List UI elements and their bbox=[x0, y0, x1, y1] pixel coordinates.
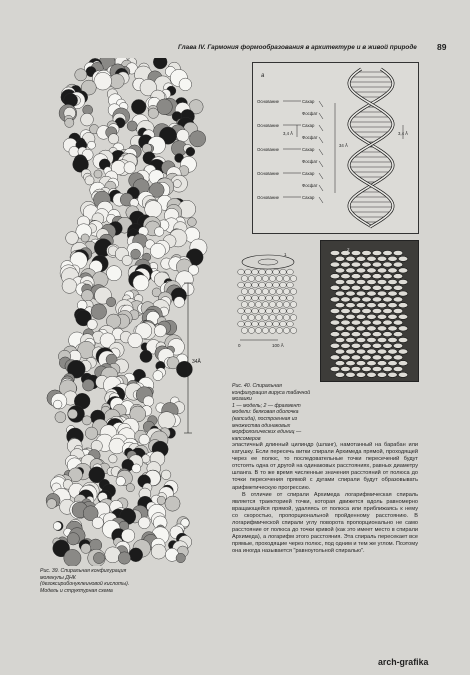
base-label: Основание bbox=[257, 195, 280, 200]
base-label: Основание bbox=[257, 123, 280, 128]
dna-scheme-figure bbox=[252, 62, 419, 234]
marker-1: 1 bbox=[284, 252, 287, 257]
chain-labels bbox=[302, 99, 318, 200]
dim-mid-label: 34 Å bbox=[339, 143, 348, 148]
chain-label: Сахар bbox=[302, 171, 315, 176]
base-label: Основание bbox=[257, 147, 280, 152]
scale-start: 0 bbox=[238, 343, 241, 348]
paragraph-1: эластичный длинный цилиндр (шланг), намотанный на барабан или катушку. Если пересечь витки спирали Архимеда прямой, проходящей через ее полюс, то последовательные точки пересечений будут отстоять одна от другой на одинаковых расстояниях, равных диаметру шланга. В то же время численные значения расстояний от полюса до точки пересечения прямой с дугами спирали будут образовывать арифметическую прогрессию. bbox=[232, 442, 418, 491]
scale-end: 100 Å bbox=[272, 343, 284, 348]
panel-letter: a bbox=[261, 73, 265, 79]
body-text bbox=[232, 442, 418, 556]
marker-2: 2 bbox=[347, 247, 350, 252]
dna-model-figure bbox=[40, 58, 212, 566]
chain-label: Фосфат bbox=[302, 111, 318, 116]
chain-label: Сахар bbox=[302, 147, 315, 152]
chain-label: Сахар bbox=[302, 123, 315, 128]
paragraph-2: В отличие от спирали Архимеда логарифмическая спираль является траекторией точки, которая движется вдоль равномерно вращающейся прямой, удаляясь от полюса или приближаясь к нему со скоростью, пропорциональной пройденному расстоянию. В логарифмической спирали углу поворота пропорционально не само расстояние от полюса до точки кривой (как это имеет место в спирали Архимеда), а логарифм этого расстояния. Эта спираль пересекает все прямые, проходящие через полюс, под одним и тем же углом. Поэтому она иногда называется "равноугольной спиралью". bbox=[232, 491, 418, 555]
capsomer-grid bbox=[238, 255, 297, 333]
tmv-model-figure bbox=[228, 240, 310, 380]
chain-label: Сахар bbox=[302, 99, 315, 104]
double-helix bbox=[349, 69, 393, 227]
dim-right-label: 3,4 Å bbox=[398, 131, 409, 136]
chain-label: Фосфат bbox=[302, 135, 318, 140]
chain-label: Фосфат bbox=[302, 183, 318, 188]
figure-40-caption bbox=[232, 383, 314, 442]
base-label: Основание bbox=[257, 171, 280, 176]
figure-39-caption: Рис. 39. Спиральная конфигурация молекулы ДНК (дезоксирибонуклеиновой кислоты). Модель и структурная схема bbox=[40, 568, 130, 594]
caption-title: Рис. 40. Спиральная конфигурация вируса табачной мозаики bbox=[232, 383, 311, 403]
base-labels bbox=[257, 99, 280, 200]
caption-body: 1 — модель; 2 — фрагмент модели: белковая оболочка (капсида), построенная из множества одинаковых морфологических единиц — капсомеров bbox=[232, 402, 302, 442]
tmv-photo-figure bbox=[320, 240, 419, 382]
chain-label: Сахар bbox=[302, 195, 315, 200]
base-label: Основание bbox=[257, 99, 280, 104]
chain-label: Фосфат bbox=[302, 159, 318, 164]
dna-atom-cluster bbox=[46, 58, 207, 566]
page-number: 89 bbox=[437, 42, 447, 52]
scale-bar-label: 34Å bbox=[192, 359, 201, 365]
dim-left-label: 3,4 Å bbox=[283, 131, 294, 136]
running-title: Глава IV. Гармония формообразования в архитектуре и в живой природе bbox=[178, 44, 417, 51]
watermark: arch-grafika bbox=[378, 657, 429, 667]
